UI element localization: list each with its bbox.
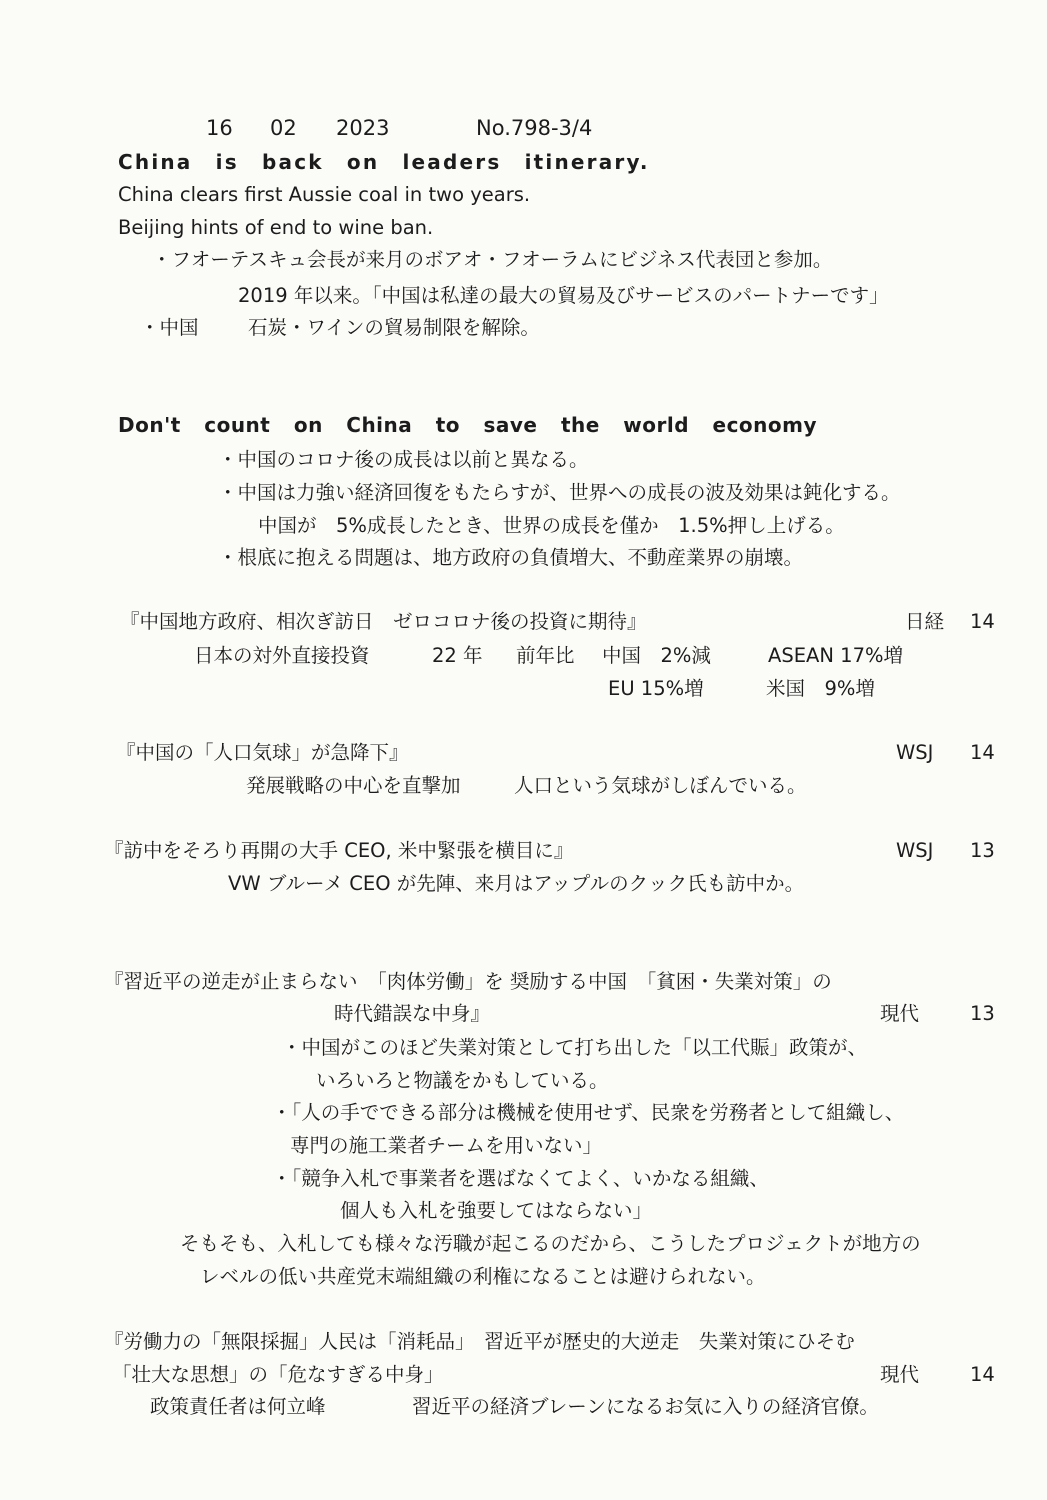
section7-title-line1: 『労働力の「無限採掘」人民は「消耗品」 習近平が歴史的大逆走 失業対策にひそむ <box>104 1330 855 1353</box>
section3-source: 日経 <box>905 610 945 633</box>
section2-bullet2-cont: 中国が 5%成長したとき、世界の成長を僅か 1.5%押し上げる。 <box>258 514 845 537</box>
section1-bullet1: ・フオーテスキュ会長が来月のボアオ・フオーラムにビジネス代表団と参加。 <box>152 248 833 271</box>
section4-line1: 発展戦略の中心を直撃加 <box>246 774 461 797</box>
section6-paragraph-line2: レベルの低い共産党末端組織の利権になることは避けられない。 <box>200 1265 766 1288</box>
section3-row1-asean: ASEAN 17%増 <box>768 644 904 667</box>
section7-date: 14 <box>970 1363 995 1386</box>
section3-row1-china: 中国 2%減 <box>602 644 711 667</box>
section6-bullet2: ・「人の手でできる部分は機械を使用せず、民衆を労務者として組織し、 <box>272 1101 905 1124</box>
section6-bullet1: ・中国がこのほど失業対策として打ち出した「以工代賑」政策が、 <box>282 1036 868 1059</box>
section2-headline: Don't count on China to save the world economy <box>118 413 818 437</box>
section1-sub2: Beijing hints of end to wine ban. <box>118 216 434 239</box>
header-year: 2023 <box>336 116 390 140</box>
section4-line2: 人口という気球がしぼんでいる。 <box>514 774 807 797</box>
section7-source: 現代 <box>880 1363 920 1386</box>
section6-date: 13 <box>970 1002 995 1025</box>
section3-row1-compare: 前年比 <box>516 644 575 667</box>
section5-date: 13 <box>970 839 995 862</box>
section1-bullet2-label: ・中国 <box>140 316 199 339</box>
header-day: 16 <box>206 116 233 140</box>
section4-source: WSJ <box>896 741 934 764</box>
section7-line-label: 政策責任者は何立峰 <box>150 1395 326 1418</box>
section1-sub1: China clears first Aussie coal in two years. <box>118 183 531 206</box>
section5-title: 『訪中をそろり再開の大手 CEO, 米中緊張を横目に』 <box>104 839 574 862</box>
section6-bullet2-cont: 専門の施工業者チームを用いない」 <box>290 1134 603 1157</box>
section6-title-line2: 時代錯誤な中身』 <box>334 1002 491 1025</box>
section7-title-line2: 「壮大な思想」の「危なすぎる中身」 <box>112 1363 444 1386</box>
section3-row2-eu: EU 15%増 <box>608 677 704 700</box>
section6-paragraph-line1: そもそも、入札しても様々な汚職が起こるのだから、こうしたプロジェクトが地方の <box>180 1232 921 1255</box>
section1-headline: China is back on leaders itinerary. <box>118 150 650 174</box>
section3-row1-year: 22 年 <box>432 644 483 667</box>
section6-bullet3: ・「競争入札で事業者を選ばなくてよく、いかなる組織、 <box>272 1167 769 1190</box>
section4-title: 『中国の「人口気球」が急降下』 <box>116 741 409 764</box>
section1-bullet1-cont: 2019 年以来。「中国は私達の最大の貿易及びサービスのパートナーです」 <box>238 284 889 307</box>
section3-row2-us: 米国 9%増 <box>766 677 875 700</box>
section5-line: VW ブルーメ CEO が先陣、来月はアップルのクック氏も訪中か。 <box>228 872 805 895</box>
section6-source: 現代 <box>880 1002 920 1025</box>
section6-bullet1-cont: いろいろと物議をかもしている。 <box>316 1069 609 1092</box>
header-number: No.798-3/4 <box>476 116 593 140</box>
section4-date: 14 <box>970 741 995 764</box>
section5-source: WSJ <box>896 839 934 862</box>
section3-title: 『中国地方政府、相次ぎ訪日 ゼロコロナ後の投資に期待』 <box>120 610 647 633</box>
section2-bullet1: ・中国のコロナ後の成長は以前と異なる。 <box>218 448 589 471</box>
section7-line-text: 習近平の経済ブレーンになるお気に入りの経済官僚。 <box>412 1395 879 1418</box>
section3-row1-label: 日本の対外直接投資 <box>194 644 370 667</box>
section2-bullet3: ・根底に抱える問題は、地方政府の負債増大、不動産業界の崩壊。 <box>218 546 804 569</box>
section6-bullet3-cont: 個人も入札を強要してはならない」 <box>340 1199 653 1222</box>
section2-bullet2: ・中国は力強い経済回復をもたらすが、世界への成長の波及効果は鈍化する。 <box>218 481 901 504</box>
section3-date: 14 <box>970 610 995 633</box>
section6-title-line1: 『習近平の逆走が止まらない 「肉体労働」を 奨励する中国 「貧困・失業対策」の <box>104 970 832 993</box>
header-month: 02 <box>270 116 297 140</box>
section1-bullet2-text: 石炭・ワインの貿易制限を解除。 <box>248 316 540 339</box>
